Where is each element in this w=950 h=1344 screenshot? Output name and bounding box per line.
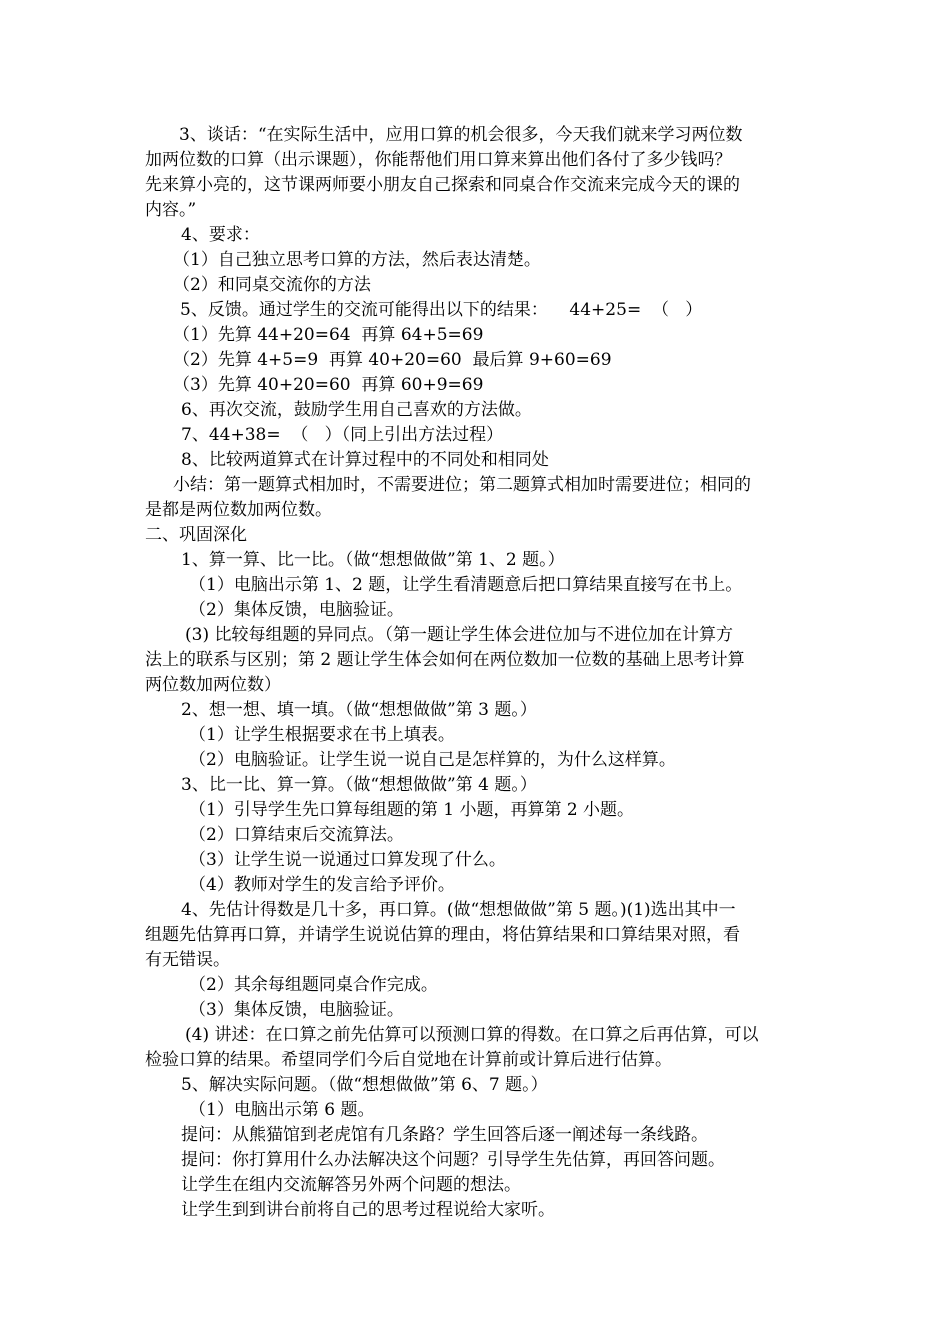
text-line: 3、比一比、算一算。（做“想想做做”第 4 题。） bbox=[181, 775, 537, 795]
text-line: 加两位数的口算（出示课题），你能帮他们用口算来算出他们各付了多少钱吗？ bbox=[145, 150, 732, 170]
text-line: 法上的联系与区别；第 2 题让学生体会如何在两位数加一位数的基础上思考计算 bbox=[145, 650, 745, 670]
text-line: （3）先算 40+20=60 再算 60+9=69 bbox=[173, 375, 484, 395]
text-line: 3、谈话：“在实际生活中，应用口算的机会很多，今天我们就来学习两位数 bbox=[179, 125, 743, 145]
text-line: 两位数加两位数） bbox=[145, 675, 281, 695]
text-line: (3) 比较每组题的异同点。（第一题让学生体会进位加与不进位加在计算方 bbox=[185, 625, 733, 645]
text-line: 5、解决实际问题。（做“想想做做”第 6、7 题。） bbox=[181, 1075, 548, 1095]
text-line: 小结：第一题算式相加时，不需要进位；第二题算式相加时需要进位；相同的 bbox=[173, 475, 751, 495]
text-line: （2）集体反馈，电脑验证。 bbox=[189, 600, 404, 620]
text-line: 6、再次交流，鼓励学生用自己喜欢的方法做。 bbox=[181, 400, 532, 420]
text-line: 让学生在组内交流解答另外两个问题的想法。 bbox=[181, 1175, 521, 1195]
text-line: （1）让学生根据要求在书上填表。 bbox=[189, 725, 455, 745]
text-line: 1、算一算、比一比。（做“想想做做”第 1、2 题。） bbox=[181, 550, 565, 570]
text-line: （2）电脑验证。让学生说一说自己是怎样算的，为什么这样算。 bbox=[189, 750, 676, 770]
text-line: 组题先估算再口算，并请学生说说估算的理由，将估算结果和口算结果对照，看 bbox=[145, 925, 740, 945]
text-line: 4、先估计得数是几十多，再口算。(做“想想做做”第 5 题。)(1)选出其中一 bbox=[181, 900, 736, 920]
text-line: （3）让学生说一说通过口算发现了什么。 bbox=[189, 850, 506, 870]
text-line: 先来算小亮的，这节课两师要小朋友自己探索和同桌合作交流来完成今天的课的 bbox=[145, 175, 740, 195]
text-line: 8、比较两道算式在计算过程中的不同处和相同处 bbox=[181, 450, 549, 470]
text-line: （2）其余每组题同桌合作完成。 bbox=[189, 975, 438, 995]
text-line: （2）先算 4+5=9 再算 40+20=60 最后算 9+60=69 bbox=[173, 350, 612, 370]
text-line: 4、要求： bbox=[181, 225, 260, 245]
text-line: （1）电脑出示第 6 题。 bbox=[189, 1100, 375, 1120]
text-line: （3）集体反馈，电脑验证。 bbox=[189, 1000, 404, 1020]
text-line: 有无错误。 bbox=[145, 950, 230, 970]
text-line: 内容。” bbox=[145, 200, 197, 220]
text-line: （1）自己独立思考口算的方法，然后表达清楚。 bbox=[173, 250, 541, 270]
text-line: （4）教师对学生的发言给予评价。 bbox=[189, 875, 455, 895]
text-line: 5、反馈。通过学生的交流可能得出以下的结果： 44+25= （ ） bbox=[180, 300, 703, 320]
text-line: （2）和同桌交流你的方法 bbox=[173, 275, 371, 295]
text-line: （1）电脑出示第 1、2 题，让学生看清题意后把口算结果直接写在书上。 bbox=[189, 575, 743, 595]
text-line: 提问：从熊猫馆到老虎馆有几条路？学生回答后逐一阐述每一条线路。 bbox=[181, 1125, 708, 1145]
text-line: 提问：你打算用什么办法解决这个问题？引导学生先估算，再回答问题。 bbox=[181, 1150, 725, 1170]
text-line: 二、巩固深化 bbox=[145, 525, 247, 545]
text-line: (4) 讲述：在口算之前先估算可以预测口算的得数。在口算之后再估算，可以 bbox=[185, 1025, 759, 1045]
document-body bbox=[145, 123, 810, 1223]
text-line: 让学生到到讲台前将自己的思考过程说给大家听。 bbox=[181, 1200, 555, 1220]
text-line: 7、44+38= （ ）（同上引出方法过程） bbox=[181, 425, 504, 445]
text-line: 是都是两位数加两位数。 bbox=[145, 500, 332, 520]
text-line: （1）引导学生先口算每组题的第 1 小题，再算第 2 小题。 bbox=[189, 800, 635, 820]
text-line: 2、想一想、填一填。（做“想想做做”第 3 题。） bbox=[181, 700, 537, 720]
text-line: （1）先算 44+20=64 再算 64+5=69 bbox=[173, 325, 484, 345]
text-line: 检验口算的结果。希望同学们今后自觉地在计算前或计算后进行估算。 bbox=[145, 1050, 672, 1070]
text-line: （2）口算结束后交流算法。 bbox=[189, 825, 404, 845]
